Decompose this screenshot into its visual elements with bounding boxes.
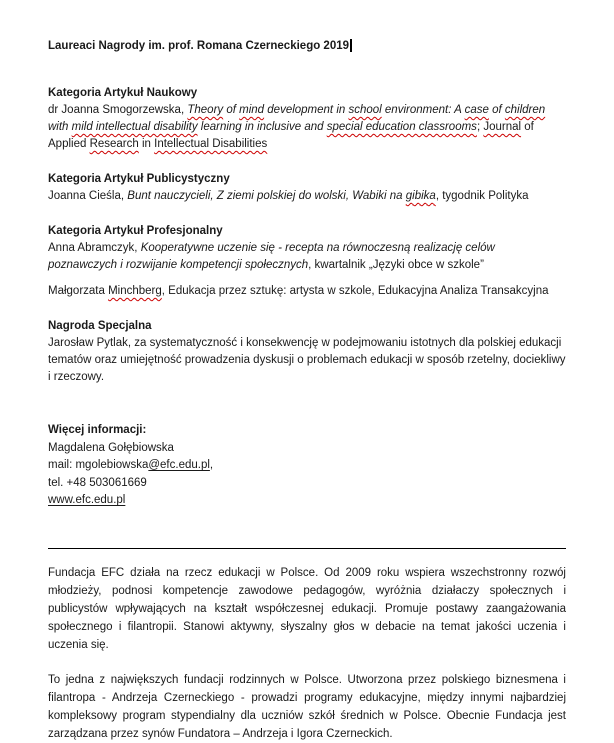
text-run: environment: A [381, 104, 465, 116]
award-entry [48, 283, 566, 300]
misspelled-word: mind [239, 104, 265, 116]
misspelled-word: school [348, 104, 382, 116]
misspelled-word: gibika [405, 190, 436, 202]
contact-block [48, 422, 566, 510]
section-artykul-profesjonalny [48, 223, 566, 300]
foundation-description [48, 564, 566, 743]
text-run: dr Joanna Smogorzewska, [48, 104, 188, 116]
text-run: Joanna Cieśla, [48, 190, 128, 202]
document-title [48, 38, 566, 55]
section-heading: Nagroda Specjalna [48, 320, 152, 332]
misspelled-word: children [504, 104, 546, 116]
text-cursor [350, 39, 352, 52]
text-run: Małgorzata [48, 285, 109, 297]
text-run: , [209, 459, 214, 471]
text-run: of Applied [48, 121, 534, 150]
text-run: , Edukacja przez sztukę: artysta w szkole, Edukacyjna Analiza Transakcyjna [161, 285, 549, 297]
misspelled-word: mild intellectual disability [71, 121, 198, 133]
contact-email-line [48, 457, 566, 475]
misspelled-word: Intellectual Disabilities [154, 138, 268, 150]
section-heading: Kategoria Artykuł Profesjonalny [48, 225, 223, 237]
text-run: , kwartalnik „Języki obce w szkole” [308, 259, 484, 271]
foundation-paragraph: To jedna z największych fundacji rodzinnych w Polsce. Utworzona przez polskiego biznesmena i filantropa - Andrzeja Czerneckiego - prowadzi programy edukacyjne, między innymi najbardziej kompleksowy program stypendialny dla uczniów szkół średnich w Polsce. Obecnie Fundacja jest zarządzana przez synów Fundatora – Andrzeja i Igora Czerneckich. [48, 673, 566, 740]
award-entry [48, 240, 566, 274]
misspelled-word: Journal [483, 121, 522, 133]
section-artykul-naukowy [48, 85, 566, 153]
text-run: development in [264, 104, 349, 116]
foundation-paragraph: Fundacja EFC działa na rzecz edukacji w Polsce. Od 2009 roku wspiera wszechstronny rozwój młodzieży, podnosi kompetencje zawodowe pedagogów, wyróżnia działaczy społecznych i publicystów wpływających na kształt współczesnej edukacji. Promuje postawy zaangażowania społecznego i filantropii. Stanowi aktywny, słyszalny głos w debacie na temat jakości uczenia i uczenia się. [48, 566, 566, 651]
section-heading: Kategoria Artykuł Publicystyczny [48, 173, 230, 185]
section-nagroda-specjalna [48, 318, 566, 386]
text-run: Anna Abramczyk, [48, 242, 141, 254]
misspelled-word: special education classrooms [326, 121, 477, 133]
text-run: learning in inclusive and [197, 121, 327, 133]
misspelled-word: Minchberg [108, 285, 162, 297]
text-run: of [223, 104, 240, 116]
text-run: of [488, 104, 505, 116]
award-entry [48, 102, 566, 153]
section-artykul-publicystyczny [48, 171, 566, 205]
text-run: in [138, 138, 155, 150]
misspelled-word: case [464, 104, 489, 116]
contact-phone: tel. +48 503061669 [48, 476, 147, 489]
text-run: Kooperatywne uczenie się - recepta na równoczesną realizację celów poznawczych i rozwijanie kompetencji społecznych [48, 242, 495, 271]
misspelled-word: Research [89, 138, 139, 150]
misspelled-word: Theory [187, 104, 224, 116]
section-divider [48, 548, 566, 549]
document-title-text: Laureaci Nagrody im. prof. Romana Czerneckiego 2019 [48, 40, 350, 52]
text-run: ; [476, 121, 484, 133]
text-run: Bunt nauczycieli, Z ziemi polskiej do wolski, Wabiki na [127, 190, 406, 202]
award-entry [48, 335, 566, 386]
text-run: with [48, 121, 72, 133]
hyperlink[interactable]: @efc.edu.pl [148, 459, 210, 471]
contact-website-line [48, 492, 566, 510]
text-run: , tygodnik Polityka [435, 190, 529, 202]
hyperlink[interactable]: www.efc.edu.pl [48, 494, 126, 506]
section-heading: Kategoria Artykuł Naukowy [48, 87, 198, 99]
award-entry [48, 188, 566, 205]
text-run: mail: mgolebiowska [48, 459, 149, 471]
contact-name: Magdalena Gołębiowska [48, 441, 174, 454]
contact-heading: Więcej informacji: [48, 424, 147, 436]
text-run: Jarosław Pytlak, za systematyczność i konsekwencję w podejmowaniu istotnych dla polskiej edukacji tematów oraz umiejętność prowadzenia dyskusji o problemach edukacji w sposób rzetelny, dociekliwy i rzeczowy. [48, 337, 566, 383]
